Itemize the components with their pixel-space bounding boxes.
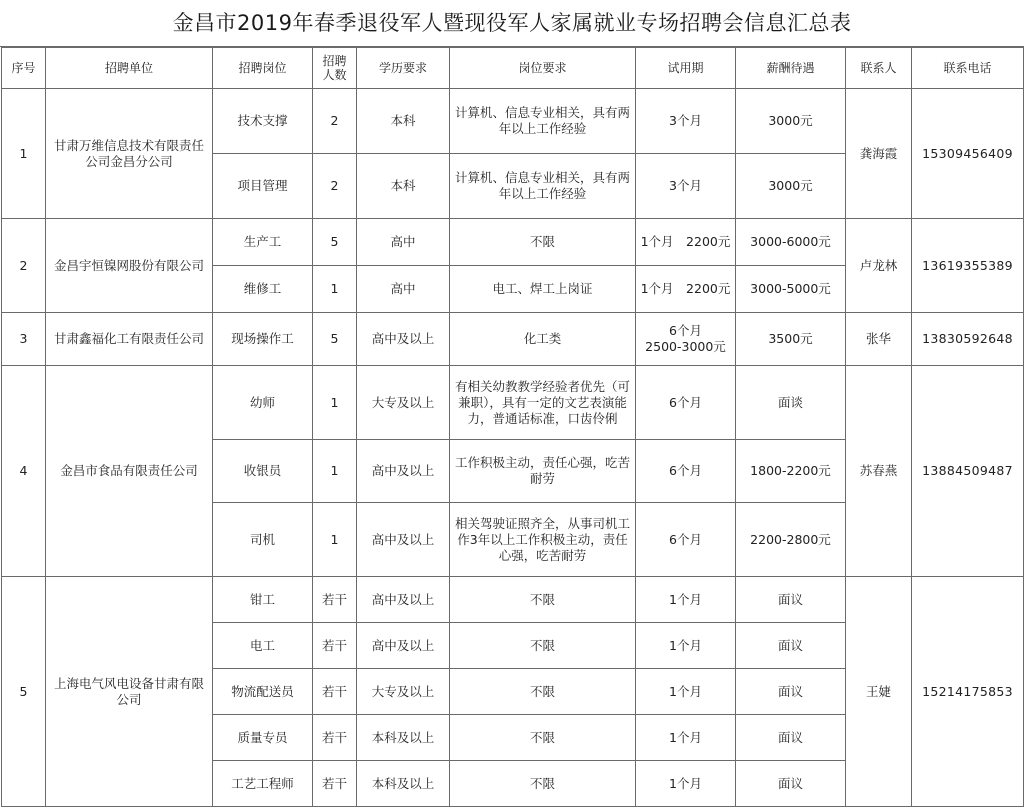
- seq-cell: 1: [2, 89, 46, 219]
- header-probation: 试用期: [636, 48, 736, 89]
- requirement-cell: 电工、焊工上岗证: [450, 266, 636, 313]
- requirement-cell: 不限: [450, 623, 636, 669]
- seq-cell: 2: [2, 219, 46, 313]
- company-cell: 甘肃鑫福化工有限责任公司: [46, 313, 213, 366]
- header-seq: 序号: [2, 48, 46, 89]
- count-cell: 若干: [313, 715, 357, 761]
- probation-cell: [636, 313, 736, 366]
- requirement-cell: 不限: [450, 669, 636, 715]
- seq-cell: 5: [2, 577, 46, 807]
- count-cell: 5: [313, 219, 357, 266]
- seq-cell: 4: [2, 366, 46, 577]
- count-cell: 2: [313, 89, 357, 154]
- phone-cell: 13884509487: [912, 366, 1024, 577]
- salary-cell: 3000-6000元: [736, 219, 846, 266]
- position-cell: 项目管理: [213, 154, 313, 219]
- probation-cell: 6个月: [636, 503, 736, 577]
- count-cell: 2: [313, 154, 357, 219]
- position-cell: 司机: [213, 503, 313, 577]
- header-row: [2, 48, 1024, 89]
- salary-cell: 面议: [736, 715, 846, 761]
- probation-cell: 1个月: [636, 669, 736, 715]
- probation-cell: 1个月: [636, 623, 736, 669]
- header-salary: 薪酬待遇: [736, 48, 846, 89]
- count-cell: 1: [313, 503, 357, 577]
- requirement-cell: 计算机、信息专业相关，具有两年以上工作经验: [450, 89, 636, 154]
- education-cell: 高中及以上: [357, 577, 450, 623]
- table-row: [2, 219, 1024, 266]
- salary-cell: 面议: [736, 623, 846, 669]
- company-cell: 金昌宇恒镍网股份有限公司: [46, 219, 213, 313]
- count-cell: 1: [313, 266, 357, 313]
- probation-cell: 6个月: [636, 440, 736, 503]
- probation-cell: 1个月 2200元: [636, 266, 736, 313]
- requirement-cell: 有相关幼教教学经验者优先（可兼职），具有一定的文艺表演能力，普通话标准，口齿伶俐: [450, 366, 636, 440]
- header-count-line1: 招聘: [322, 54, 347, 68]
- contact-cell: 龚海霞: [846, 89, 912, 219]
- requirement-cell: 不限: [450, 761, 636, 807]
- header-education: 学历要求: [357, 48, 450, 89]
- salary-cell: 3000-5000元: [736, 266, 846, 313]
- header-count-line2: 人数: [322, 68, 347, 82]
- education-cell: 高中及以上: [357, 313, 450, 366]
- salary-cell: 3000元: [736, 89, 846, 154]
- company-cell: 上海电气风电设备甘肃有限公司: [46, 577, 213, 807]
- salary-cell: 3500元: [736, 313, 846, 366]
- sheet-title: 金昌市2019年春季退役军人暨现役军人家属就业专场招聘会信息汇总表: [0, 0, 1024, 47]
- header-company: 招聘单位: [46, 48, 213, 89]
- position-cell: 技术支撑: [213, 89, 313, 154]
- count-cell: 若干: [313, 577, 357, 623]
- phone-cell: 13830592648: [912, 313, 1024, 366]
- education-cell: 高中及以上: [357, 440, 450, 503]
- probation-cell: 1个月: [636, 715, 736, 761]
- salary-cell: 面议: [736, 669, 846, 715]
- phone-cell: 15309456409: [912, 89, 1024, 219]
- position-cell: 收银员: [213, 440, 313, 503]
- education-cell: 大专及以上: [357, 669, 450, 715]
- education-cell: 高中及以上: [357, 623, 450, 669]
- salary-cell: 面议: [736, 577, 846, 623]
- table-row: [2, 89, 1024, 154]
- recruitment-table: [1, 47, 1024, 807]
- position-cell: 工艺工程师: [213, 761, 313, 807]
- position-cell: 生产工: [213, 219, 313, 266]
- education-cell: 高中及以上: [357, 503, 450, 577]
- salary-cell: 2200-2800元: [736, 503, 846, 577]
- salary-cell: 面议: [736, 761, 846, 807]
- header-requirement: 岗位要求: [450, 48, 636, 89]
- position-cell: 钳工: [213, 577, 313, 623]
- contact-cell: 苏春燕: [846, 366, 912, 577]
- probation-cell: 1个月 2200元: [636, 219, 736, 266]
- probation-cell: 3个月: [636, 154, 736, 219]
- position-cell: 质量专员: [213, 715, 313, 761]
- probation-cell: 1个月: [636, 577, 736, 623]
- salary-cell: 1800-2200元: [736, 440, 846, 503]
- phone-cell: 15214175853: [912, 577, 1024, 807]
- count-cell: 若干: [313, 669, 357, 715]
- probation-cell: 3个月: [636, 89, 736, 154]
- phone-cell: 13619355389: [912, 219, 1024, 313]
- probation-cell: 1个月: [636, 761, 736, 807]
- table-row: [2, 313, 1024, 366]
- requirement-cell: 计算机、信息专业相关，具有两年以上工作经验: [450, 154, 636, 219]
- requirement-cell: 工作积极主动，责任心强，吃苦耐劳: [450, 440, 636, 503]
- education-cell: 高中: [357, 219, 450, 266]
- education-cell: 本科及以上: [357, 761, 450, 807]
- education-cell: 大专及以上: [357, 366, 450, 440]
- requirement-cell: 化工类: [450, 313, 636, 366]
- probation-line1: 6个月: [669, 323, 702, 338]
- contact-cell: 张华: [846, 313, 912, 366]
- count-cell: 若干: [313, 761, 357, 807]
- header-phone: 联系电话: [912, 48, 1024, 89]
- education-cell: 本科: [357, 89, 450, 154]
- header-position: 招聘岗位: [213, 48, 313, 89]
- position-cell: 幼师: [213, 366, 313, 440]
- company-cell: 甘肃万维信息技术有限责任公司金昌分公司: [46, 89, 213, 219]
- position-cell: 电工: [213, 623, 313, 669]
- requirement-cell: 不限: [450, 715, 636, 761]
- contact-cell: 卢龙林: [846, 219, 912, 313]
- seq-cell: 3: [2, 313, 46, 366]
- count-cell: 5: [313, 313, 357, 366]
- requirement-cell: 相关驾驶证照齐全，从事司机工作3年以上工作积极主动，责任心强，吃苦耐劳: [450, 503, 636, 577]
- position-cell: 现场操作工: [213, 313, 313, 366]
- education-cell: 本科: [357, 154, 450, 219]
- header-contact: 联系人: [846, 48, 912, 89]
- position-cell: 维修工: [213, 266, 313, 313]
- count-cell: 若干: [313, 623, 357, 669]
- education-cell: 本科及以上: [357, 715, 450, 761]
- requirement-cell: 不限: [450, 577, 636, 623]
- company-cell: 金昌市食品有限责任公司: [46, 366, 213, 577]
- education-cell: 高中: [357, 266, 450, 313]
- salary-cell: 3000元: [736, 154, 846, 219]
- position-cell: 物流配送员: [213, 669, 313, 715]
- header-count: [313, 48, 357, 89]
- salary-cell: 面谈: [736, 366, 846, 440]
- table-row: [2, 366, 1024, 440]
- table-row: [2, 577, 1024, 623]
- requirement-cell: 不限: [450, 219, 636, 266]
- probation-cell: 6个月: [636, 366, 736, 440]
- contact-cell: 王婕: [846, 577, 912, 807]
- count-cell: 1: [313, 440, 357, 503]
- count-cell: 1: [313, 366, 357, 440]
- probation-line2: 2500-3000元: [645, 339, 726, 354]
